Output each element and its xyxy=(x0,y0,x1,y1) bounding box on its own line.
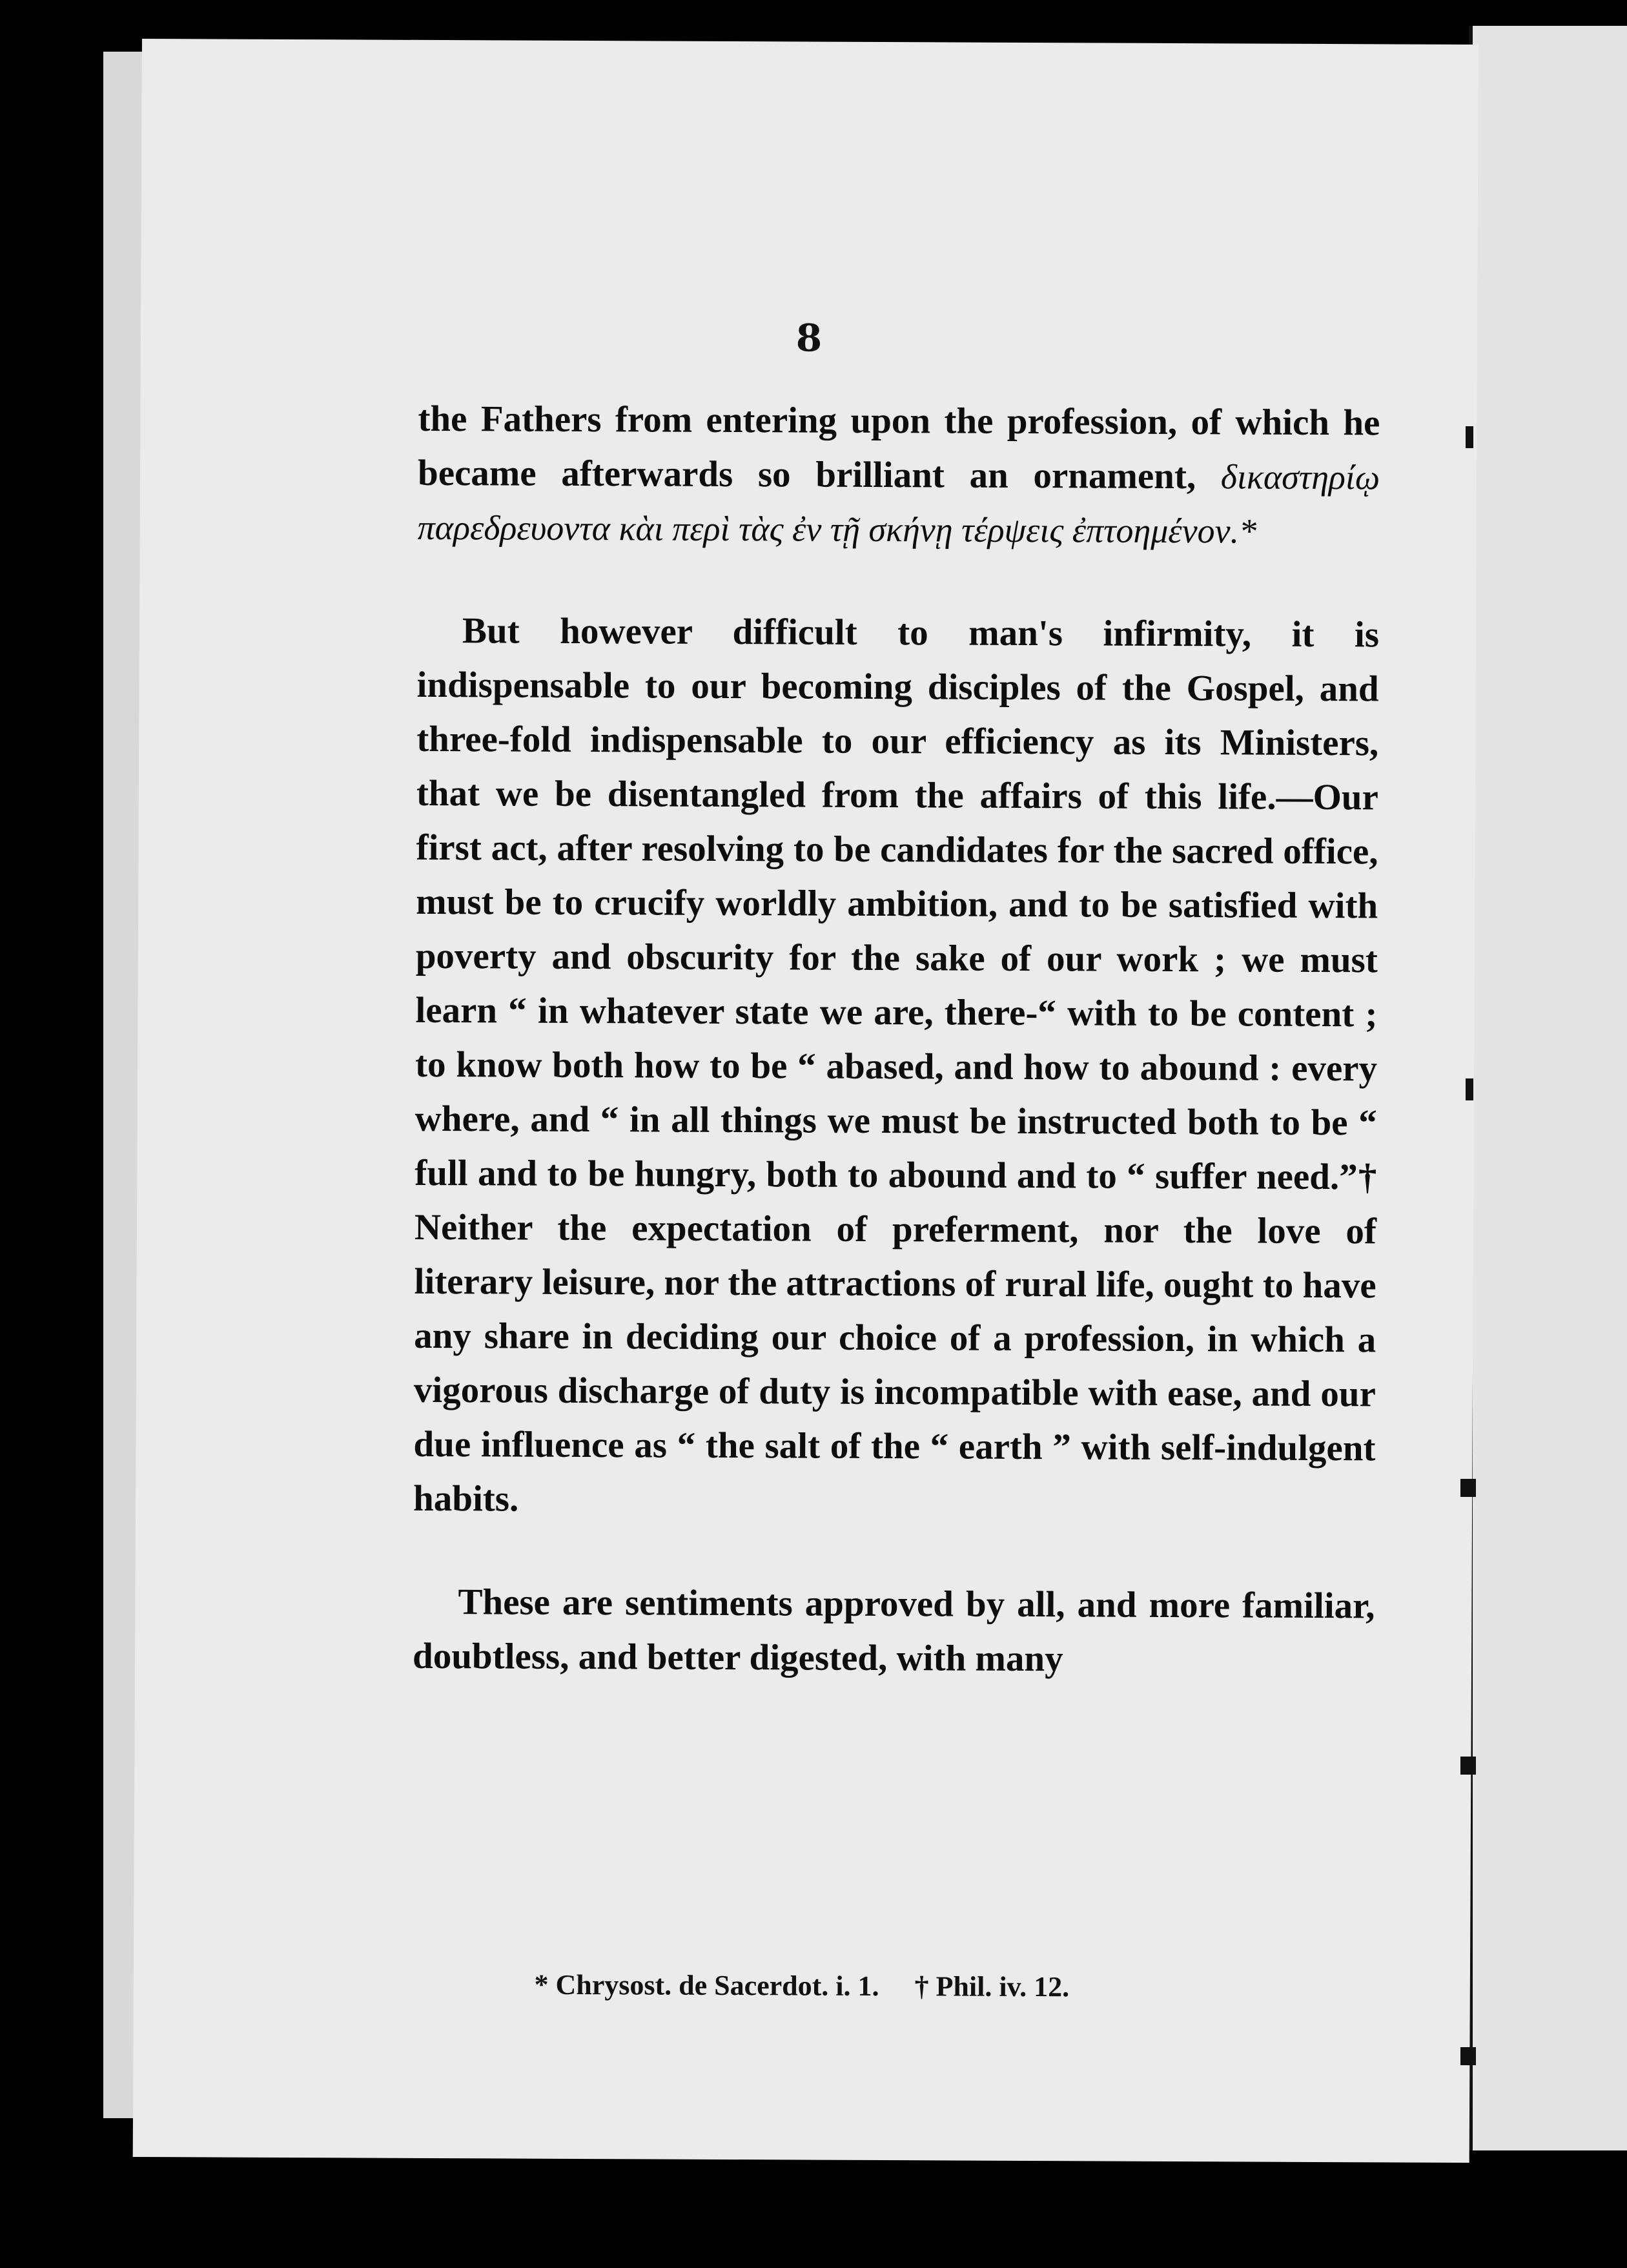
binding-stitch xyxy=(1466,426,1473,448)
paragraph-1 xyxy=(418,392,1380,559)
paragraph-2: But however difficult to man's infirmity, it is indispensable to our becoming disciples of the Gospel, and three-fold indispensable to our efficiency as its Ministers, that we be disentangled from the affairs of this life.—Our first act, after resolving to be candidates for the sacred office, must be to crucify worldly ambition, and to be satisfied with poverty and obscurity for the sake of our work ; we must learn “ in whatever state we are, there-“ with to be content ; to know both how to be “ abased, and how to abound : every where, and “ in all things we must be instructed both to be “ full and to be hungry, both to abound and to “ suffer need.”† Neither the expectation of preferment, nor the love of literary leisure, nor the attractions of rural life, ought to have any share in deciding our choice of a profession, in which a vigorous discharge of duty is incompatible with ease, and our due influence as “ the salt of the “ earth ” with self-indulgent habits. xyxy=(413,610,1380,1520)
greek-quotation: δικαστηρίῳ παρεδρευοντα κὰι περὶ τὰς ἐν τῇ σκήνῃ τέρψεις ἐπτοημένον.* xyxy=(417,457,1380,551)
page-number: 8 xyxy=(795,316,823,360)
binding-stitch xyxy=(1460,1479,1476,1497)
binding-stitch xyxy=(1460,1757,1476,1775)
binding-stitch xyxy=(1460,2047,1476,2065)
book-page xyxy=(133,39,1479,2163)
facing-page-edge xyxy=(1469,26,1627,2150)
paragraph-3: These are sentiments approved by all, and more familiar, doubtless, and better digested, with many xyxy=(412,1582,1375,1680)
body-text xyxy=(413,392,1380,1737)
paragraph-1-text: the Fathers from entering upon the profession, of which he became afterwards so brilliant an ornament, xyxy=(417,398,1380,497)
footnotes xyxy=(134,1966,1470,2005)
footnote-2: † Phil. iv. 12. xyxy=(914,1970,1070,2003)
binding-stitch xyxy=(1466,1078,1473,1100)
footnote-1: * Chrysost. de Sacerdot. i. 1. xyxy=(534,1968,879,2003)
